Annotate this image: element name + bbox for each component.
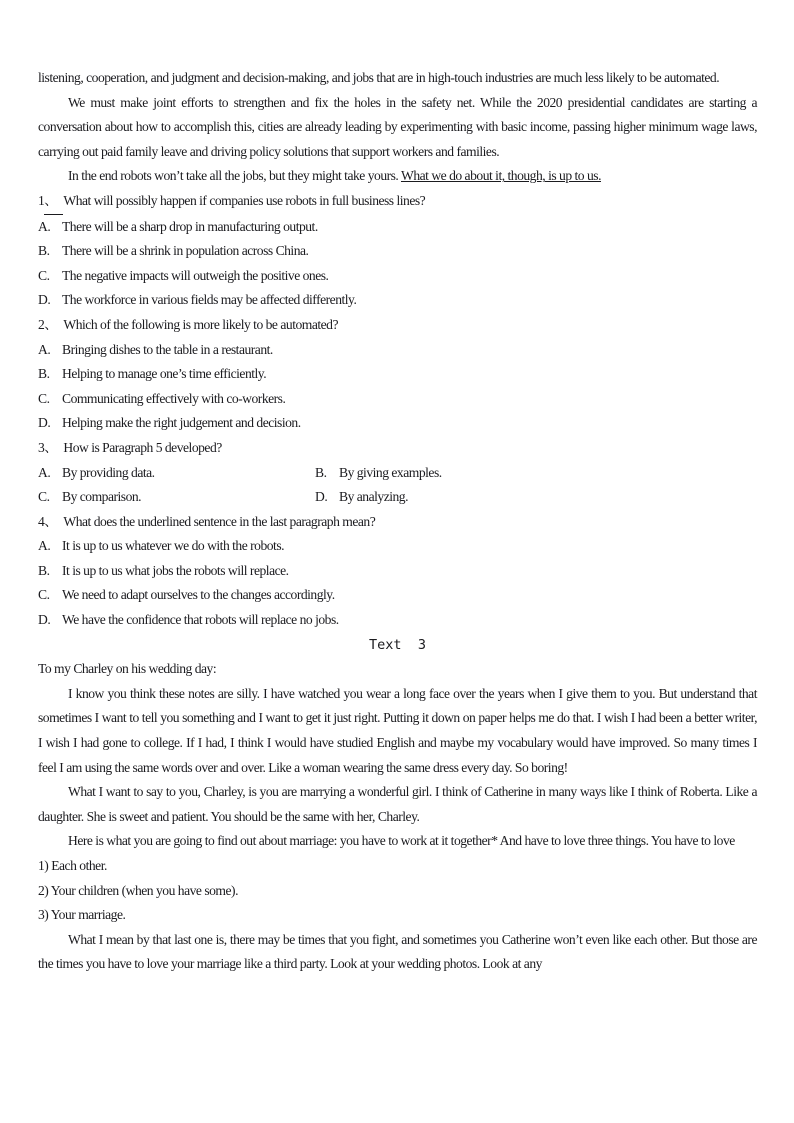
document-body [38, 66, 757, 977]
question-3-options [38, 461, 757, 510]
question-2 [38, 313, 757, 338]
option-text: There will be a shrink in population across China. [62, 243, 309, 259]
option-text: Communicating effectively with co-workers. [62, 390, 286, 406]
option-text: Bringing dishes to the table in a restaurant. [62, 341, 273, 357]
text3-list [38, 854, 757, 928]
option-label: D. [38, 612, 51, 628]
option-text: By analyzing. [339, 489, 409, 505]
option-text: It is up to us whatever we do with the robots. [62, 538, 285, 554]
text3-salutation: To my Charley on his wedding day: [38, 661, 217, 677]
question-2-option-c [38, 387, 757, 412]
question-2-option-b [38, 362, 757, 387]
option-label: A. [38, 538, 51, 554]
list-item-1: 1) Each other. [38, 858, 107, 873]
option-label: D. [38, 415, 51, 431]
option-label: C. [38, 267, 50, 283]
option-text: We need to adapt ourselves to the changes accordingly. [62, 587, 335, 603]
option-text: The workforce in various fields may be affected differently. [62, 292, 357, 308]
option-text: The negative impacts will outweigh the positive ones. [62, 267, 329, 283]
question-4 [38, 510, 757, 535]
option-text: Helping make the right judgement and decision. [62, 415, 301, 431]
option-text: By comparison. [62, 489, 142, 505]
question-3 [38, 436, 757, 461]
option-label: A. [38, 218, 51, 234]
question-1-option-c [38, 264, 757, 289]
option-label: C. [38, 489, 50, 505]
question-4-text: What does the underlined sentence in the last paragraph mean? [63, 513, 376, 529]
option-label: A. [38, 464, 51, 480]
option-label: C. [38, 587, 50, 603]
option-label: B. [38, 562, 50, 578]
question-1 [38, 189, 757, 215]
question-2-enum-mark: 、 [44, 316, 58, 332]
underlined-sentence: What we do about it, though, is up to us. [400, 168, 601, 184]
option-label: B. [38, 366, 50, 382]
question-4-option-b [38, 559, 757, 584]
paragraph-conclusion [38, 164, 757, 189]
option-text: We have the confidence that robots will replace no jobs. [62, 612, 339, 628]
question-3-text: How is Paragraph 5 developed? [63, 439, 222, 455]
question-1-option-b [38, 239, 757, 264]
question-2-option-a [38, 338, 757, 363]
question-2-number: 2 [38, 316, 45, 332]
option-text: It is up to us what jobs the robots will replace. [62, 562, 289, 578]
option-label: A. [38, 341, 51, 357]
question-1-number: 1 [38, 192, 45, 208]
conclusion-text: In the end robots won’t take all the jobs, but they might take yours. [68, 168, 401, 184]
text3-heading: Text 3 [369, 636, 426, 653]
option-label: B. [38, 243, 50, 259]
question-3-number: 3 [38, 439, 45, 455]
option-label: D. [315, 489, 328, 505]
list-item-3: 3) Your marriage. [38, 907, 126, 923]
option-label: B. [315, 464, 327, 480]
text3-paragraph-marrying: What I want to say to you, Charley, is you are marrying a wonderful girl. I think of Catherine in many ways like I think of Roberta. Like a daughter. She is sweet and patient. You should be the same with her, Charley. [38, 784, 757, 824]
question-1-text: What will possibly happen if companies use robots in full business lines? [63, 192, 426, 208]
question-2-option-d [38, 411, 757, 436]
question-2-text: Which of the following is more likely to be automated? [63, 316, 339, 332]
question-4-option-d [38, 608, 757, 633]
question-3-option-c [38, 485, 315, 510]
question-1-option-d [38, 288, 757, 313]
text3-paragraph-marriage: Here is what you are going to find out about marriage: you have to work at it together* And have to love three things. You have to love [68, 833, 735, 849]
question-1-enum-mark: 、 [44, 189, 63, 215]
question-3-enum-mark: 、 [44, 439, 58, 455]
option-text: Helping to manage one’s time efficiently. [62, 366, 267, 382]
option-label: D. [38, 292, 51, 308]
option-label: C. [38, 390, 50, 406]
question-1-option-a [38, 215, 757, 240]
option-text: There will be a sharp drop in manufacturing output. [62, 218, 318, 234]
option-text: By providing data. [62, 464, 155, 480]
question-3-option-a [38, 461, 315, 486]
question-4-enum-mark: 、 [44, 513, 58, 529]
paragraph-safety-net: We must make joint efforts to strengthen and fix the holes in the safety net. While the 2020 presidential candidates are starting a conversation about how to accomplish this, cities are already leading by experimenting with basic income, passing higher minimum wage laws, carrying out paid family leave and driving policy solutions that support workers and families. [38, 94, 757, 159]
paragraph-continued: listening, cooperation, and judgment and decision-making, and jobs that are in high-touch industries are much less likely to be automated. [38, 70, 720, 85]
text3-paragraph-fight: What I mean by that last one is, there may be times that you fight, and sometimes you Catherine won’t even like each other. But those are the times you have to love your marriage like a third party. Look at your wedding photos. Look at any [38, 931, 757, 972]
list-item-2: 2) Your children (when you have some). [38, 882, 238, 898]
question-3-option-d [315, 485, 757, 510]
question-4-option-a [38, 534, 757, 559]
question-3-option-b [315, 461, 757, 486]
option-text: By giving examples. [339, 464, 442, 480]
text3-paragraph-notes: I know you think these notes are silly. I have watched you wear a long face over the years when I give them to you. But understand that sometimes I want to tell you something and I want to get it just right. Putting it down on paper helps me do that. I wish I had been a better writer, I wish I had gone to college. If I had, I think I would have studied English and maybe my vocabulary would have improved. So many times I feel I am using the same words over and over. Like a woman wearing the same dress every day. So boring! [38, 685, 757, 775]
question-4-option-c [38, 583, 757, 608]
question-4-number: 4 [38, 513, 45, 529]
